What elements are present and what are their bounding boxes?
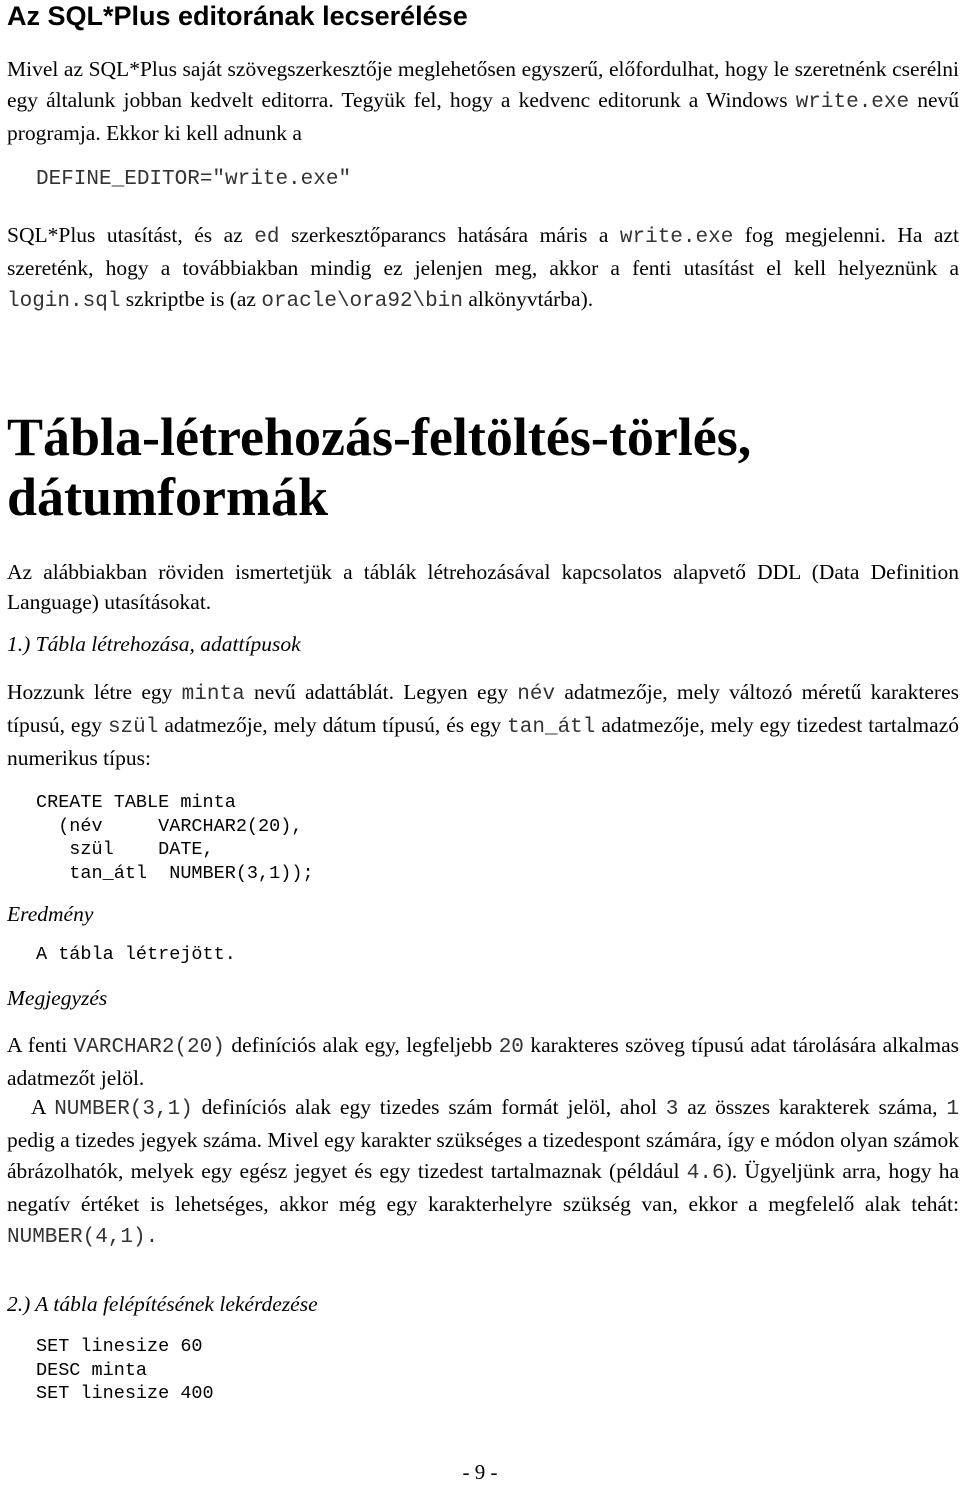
paragraph-ddl-intro: Az alábbiakban röviden ismertetjük a táblák létrehozásával kapcsolatos alapvető DDL (Data Definition Language) utasításokat. [7, 560, 959, 614]
inline-code: login.sql [7, 290, 121, 313]
text: definíciós alak egy, legfeljebb [224, 1033, 499, 1057]
text: Mivel az SQL*Plus saját szövegszerkesztője meglehetősen egyszerű, előfordulhat, hogy le szeretnénk cserélni egy általunk jobban kedvelt editorra. Tegyük fel, hogy a kedvenc editorunk a Windows [7, 57, 959, 112]
text: nevű programja. Ekkor ki kell adnunk a [7, 88, 959, 145]
result-label: Eredmény [7, 902, 94, 926]
text: definíciós alak egy tizedes szám formát jelöl, ahol [192, 1095, 666, 1119]
inline-code: oracle\ora92\bin [261, 290, 463, 313]
text: pedig a tizedes jegyek száma. Mivel egy karakter szükséges a tizedespont számára, így e módon olyan számok ábrázolhatók, melyek egy egész jegyet és egy tizedest tartalmaznak (például [7, 1128, 959, 1183]
inline-code: write.exe [795, 91, 910, 114]
text: alkönyvtárba). [462, 287, 594, 311]
code-line: tan_átl NUMBER(3,1)); [36, 862, 314, 884]
text: az összes karakterek száma, [678, 1095, 947, 1119]
code-line: (név VARCHAR2(20), [36, 815, 303, 837]
text: szerkesztőparancs hatására máris a [279, 223, 620, 247]
paragraph-create-table [7, 677, 959, 774]
code-line: szül DATE, [36, 839, 214, 860]
paragraph-number-note [7, 1092, 959, 1253]
code-line: CREATE TABLE minta [36, 792, 236, 813]
result-code: A tábla létrejött. [36, 944, 236, 965]
chapter-title-line1: Tábla-létrehozás-feltöltés-törlés, [7, 407, 752, 467]
text: ). Ügyeljünk arra, hogy ha negatív értéket is lehetséges, akkor még egy karakterhelyre szükség van, ekkor a megfelelő alak tehát: [7, 1159, 959, 1216]
inline-code: tan_átl [507, 716, 596, 739]
code-line: SET linesize 400 [36, 1383, 214, 1404]
section-title-editor: Az SQL*Plus editorának lecserélése [7, 1, 468, 31]
note-label: Megjegyzés [7, 986, 108, 1010]
page-number: - 9 - [462, 1460, 498, 1484]
inline-code: NUMBER(3,1) [54, 1098, 193, 1121]
inline-code: név [517, 683, 556, 706]
define-editor-command: DEFINE_EDITOR="write.exe" [36, 168, 352, 191]
inline-code: write.exe [619, 226, 734, 249]
code-line: SET linesize 60 [36, 1336, 203, 1357]
paragraph-varchar-note [7, 1030, 959, 1094]
text: fog megjelenni. Ha azt szereténk, hogy a továbbiakban mindig ez jelenjen meg, akkor a fenti utasítást el kell helyeznünk a [7, 223, 959, 280]
text: adatmezője, mely változó méretű karakteres típusú, egy [7, 680, 959, 737]
code-line: DESC minta [36, 1359, 148, 1381]
text: A [31, 1095, 55, 1119]
text: nevű adattáblát. Legyen egy [244, 680, 518, 704]
subsection-title-create: 1.) Tábla létrehozása, adattípusok [7, 632, 301, 656]
code-block-describe [36, 1335, 214, 1406]
inline-code: szül [107, 716, 159, 739]
inline-code: 20 [498, 1036, 524, 1059]
text: szkriptbe is (az [120, 287, 262, 311]
inline-code: VARCHAR2(20) [73, 1036, 225, 1059]
code-block-create-table [36, 791, 314, 885]
inline-code: minta [181, 683, 245, 706]
text: adatmezője, mely dátum típusú, és egy [158, 713, 508, 737]
inline-code: 1 [946, 1098, 959, 1121]
text: Hozzunk létre egy [7, 680, 182, 704]
inline-code: NUMBER(4,1). [7, 1226, 159, 1249]
inline-code: 3 [665, 1098, 679, 1121]
inline-code: ed [254, 226, 280, 249]
text: SQL*Plus utasítást, és az [7, 223, 255, 247]
text: A fenti [7, 1033, 74, 1057]
paragraph-editor-intro [7, 54, 959, 149]
paragraph-editor-usage [7, 220, 959, 317]
chapter-title-line2: dátumformák [7, 467, 328, 527]
inline-code: 4.6 [686, 1162, 725, 1185]
subsection-title-describe: 2.) A tábla felépítésének lekérdezése [7, 1292, 318, 1316]
text: adatmezője, mely egy tizedest tartalmazó numerikus típus: [7, 713, 959, 770]
text: karakteres szöveg típusú adat tárolására alkalmas adatmezőt jelöl. [7, 1033, 959, 1090]
